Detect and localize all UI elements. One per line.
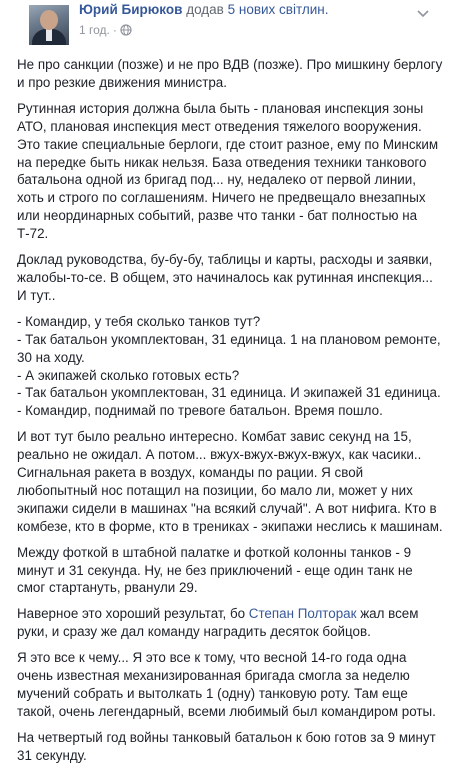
paragraph: И вот тут было реально интересно. Комбат завис секунд на 15, реально не ожидал. А потом... вжух-вжух-вжух-вжух, как часики.. Сигнальная ракета в воздух, команды по рации. Я свой любопытный нос потащил на позиции, бо мало ли, может у них экипажи сидели в машинах "на всякий случай". А вот нифига. Кто в комбезе, кто в форме, кто в трениках - экипажи неслись к машинам. [17,429,443,534]
dialog-paragraph [17,313,443,420]
paragraph: Между фоткой в штабной палатке и фоткой колонны танков - 9 минут и 31 секунда. Ну, не без приключений - еще один танк не смог стартануть, рванули 29. [17,544,413,596]
dialog-line: - Командир, у тебя сколько танков тут? [17,313,261,329]
dialog-line: - А экипажей сколько готовых есть? [17,367,240,383]
dialog-line: - Так батальон укомплектован, 31 единица. 1 на плановом ремонте, 30 на ходу. [17,331,441,365]
post-meta: 1 год. · [79,22,132,38]
avatar[interactable] [29,5,69,45]
mention-link[interactable]: Степан Полторак [248,606,357,622]
author-name[interactable]: Юрий Бирюков [79,2,183,17]
paragraph: Рутинная история должна была быть - плановая инспекция зоны АТО, плановая инспекция мест отведения тяжелого вооружения. Это такие специальные берлоги, где стоит разное, ему по Минским на передке быть никак нельзя. База отведения техники танкового батальона одной из бригад под... ну, недалеко от первой линии, хоть и строго по соглашениям. Ничего не предвещало внезапных или неординарных событий, разве что танки - бат полностью на Т-72. [17,100,439,242]
dialog-line: - Так батальон укомплектован, 31 единица. И экипажей 31 единица. [17,385,441,401]
post-header [17,0,443,56]
paragraph: Доклад руководства, бу-бу-бу, таблицы и карты, расходы и заявки, жалобы-то-се. В общем, это начиналось как рутинная инспекция... И тут.. [17,252,433,303]
photos-link[interactable]: 5 нових світлин. [227,2,329,17]
chevron-down-icon[interactable] [417,10,429,18]
paragraph: На четвертый год войны танковый батальон к бою готов за 9 минут 31 секунду. [17,729,436,763]
paragraph: Я это все к чему... Я это все к тому, что весной 14-го года одна очень известная механизированная бригада смогла за неделю мучений собрать и вытолкать 1 (одну) танковую роту. Там еще такой, очень легендарный, всеми любимый был командиром роты. [17,650,436,719]
author-line [79,1,328,19]
dialog-line: - Командир, поднимай по тревоге батальон. Время пошло. [17,403,383,419]
action-text: додав 5 нових світлин. [186,2,329,17]
paragraph: Наверное это хороший результат, бо Степан Полторак жал всем руки, и сразу же дал команду наградить десяток бойцов. [17,606,419,640]
post-body [17,56,443,765]
paragraph: Не про санкции (позже) и не про ВДВ (позже). Про мишкину берлогу и про резкие движения министра. [17,57,443,90]
timestamp[interactable]: 1 год. [79,23,110,37]
globe-icon [120,24,132,36]
